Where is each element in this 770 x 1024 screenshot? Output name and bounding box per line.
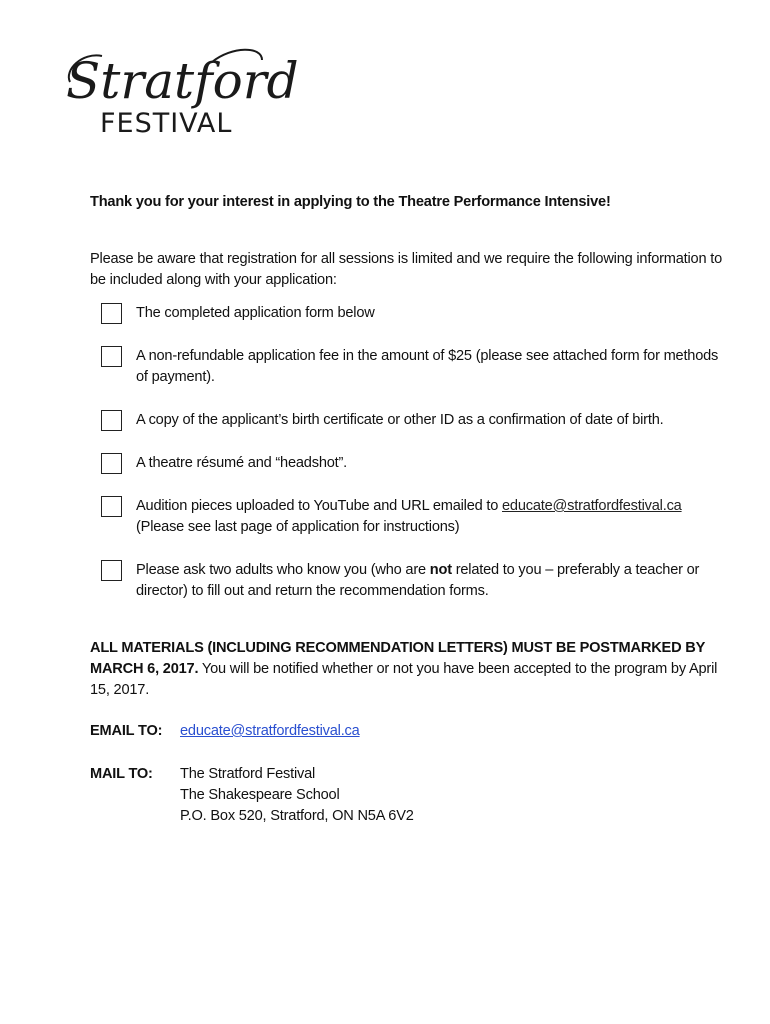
- checklist-item-recommendations: [90, 560, 730, 602]
- email-link[interactable]: educate@stratfordfestival.ca: [180, 723, 360, 739]
- checklist-item-birth-certificate: [90, 410, 730, 431]
- checklist-item-audition-pieces: [90, 496, 730, 538]
- letter-content: [90, 192, 730, 827]
- address-line: The Stratford Festival: [180, 766, 316, 782]
- deadline-paragraph: [90, 638, 730, 701]
- mail-row: [90, 764, 730, 827]
- checklist-item-text: Audition pieces uploaded to YouTube and URL emailed to: [136, 498, 503, 514]
- email-label: EMAIL TO:: [90, 723, 163, 739]
- checklist-item-application-form: [90, 303, 730, 324]
- logo-caps-text: FESTIVAL: [100, 108, 233, 139]
- recommendations-checkbox[interactable]: [101, 560, 122, 581]
- email-row: [90, 721, 730, 742]
- checklist-item-text-continued: related to you – preferably a teacher or director) to fill out and return the recommendation forms.: [136, 562, 700, 599]
- thank-you-heading: Thank you for your interest in applying to the Theatre Performance Intensive!: [90, 194, 611, 210]
- address-line: P.O. Box 520, Stratford, ON N5A 6V2: [180, 808, 414, 824]
- intro-paragraph: Please be aware that registration for all sessions is limited and we require the following information to be included along with your application:: [90, 251, 722, 288]
- resume-headshot-checkbox[interactable]: [101, 453, 122, 474]
- address-line: The Shakespeare School: [180, 787, 340, 803]
- application-form-checkbox[interactable]: [101, 303, 122, 324]
- checklist-item-text: Please ask two adults who know you (who are: [136, 562, 430, 578]
- deadline-bold: ALL MATERIALS (INCLUDING RECOMMENDATION LETTERS) MUST BE POSTMARKED BY MARCH 6, 2017.: [90, 640, 705, 677]
- checklist-item-application-fee: [90, 346, 730, 388]
- requirements-checklist: [90, 303, 730, 602]
- checklist-item-text: A non-refundable application fee in the amount of $25 (please see attached form for methods of payment).: [136, 348, 719, 385]
- mail-label: MAIL TO:: [90, 766, 153, 782]
- emphasis-not: not: [429, 562, 452, 578]
- stratford-festival-logo: [62, 40, 299, 150]
- checklist-item-note: (Please see last page of application for instructions): [136, 519, 460, 535]
- deadline-text: You will be notified whether or not you have been accepted to the program by April 15, 2017.: [90, 661, 718, 698]
- application-fee-checkbox[interactable]: [101, 346, 122, 367]
- checklist-item-text: The completed application form below: [136, 305, 375, 321]
- birth-certificate-checkbox[interactable]: [101, 410, 122, 431]
- audition-email-link[interactable]: educate@stratfordfestival.ca: [502, 498, 682, 514]
- checklist-item-resume-headshot: [90, 453, 730, 474]
- logo-mark: [62, 40, 299, 150]
- checklist-item-text: A theatre résumé and “headshot”.: [136, 455, 348, 471]
- mailing-address: [180, 764, 730, 827]
- checklist-item-text: A copy of the applicant’s birth certificate or other ID as a confirmation of date of birth.: [136, 412, 664, 428]
- logo-script-text: Stratford: [66, 52, 299, 110]
- audition-pieces-checkbox[interactable]: [101, 496, 122, 517]
